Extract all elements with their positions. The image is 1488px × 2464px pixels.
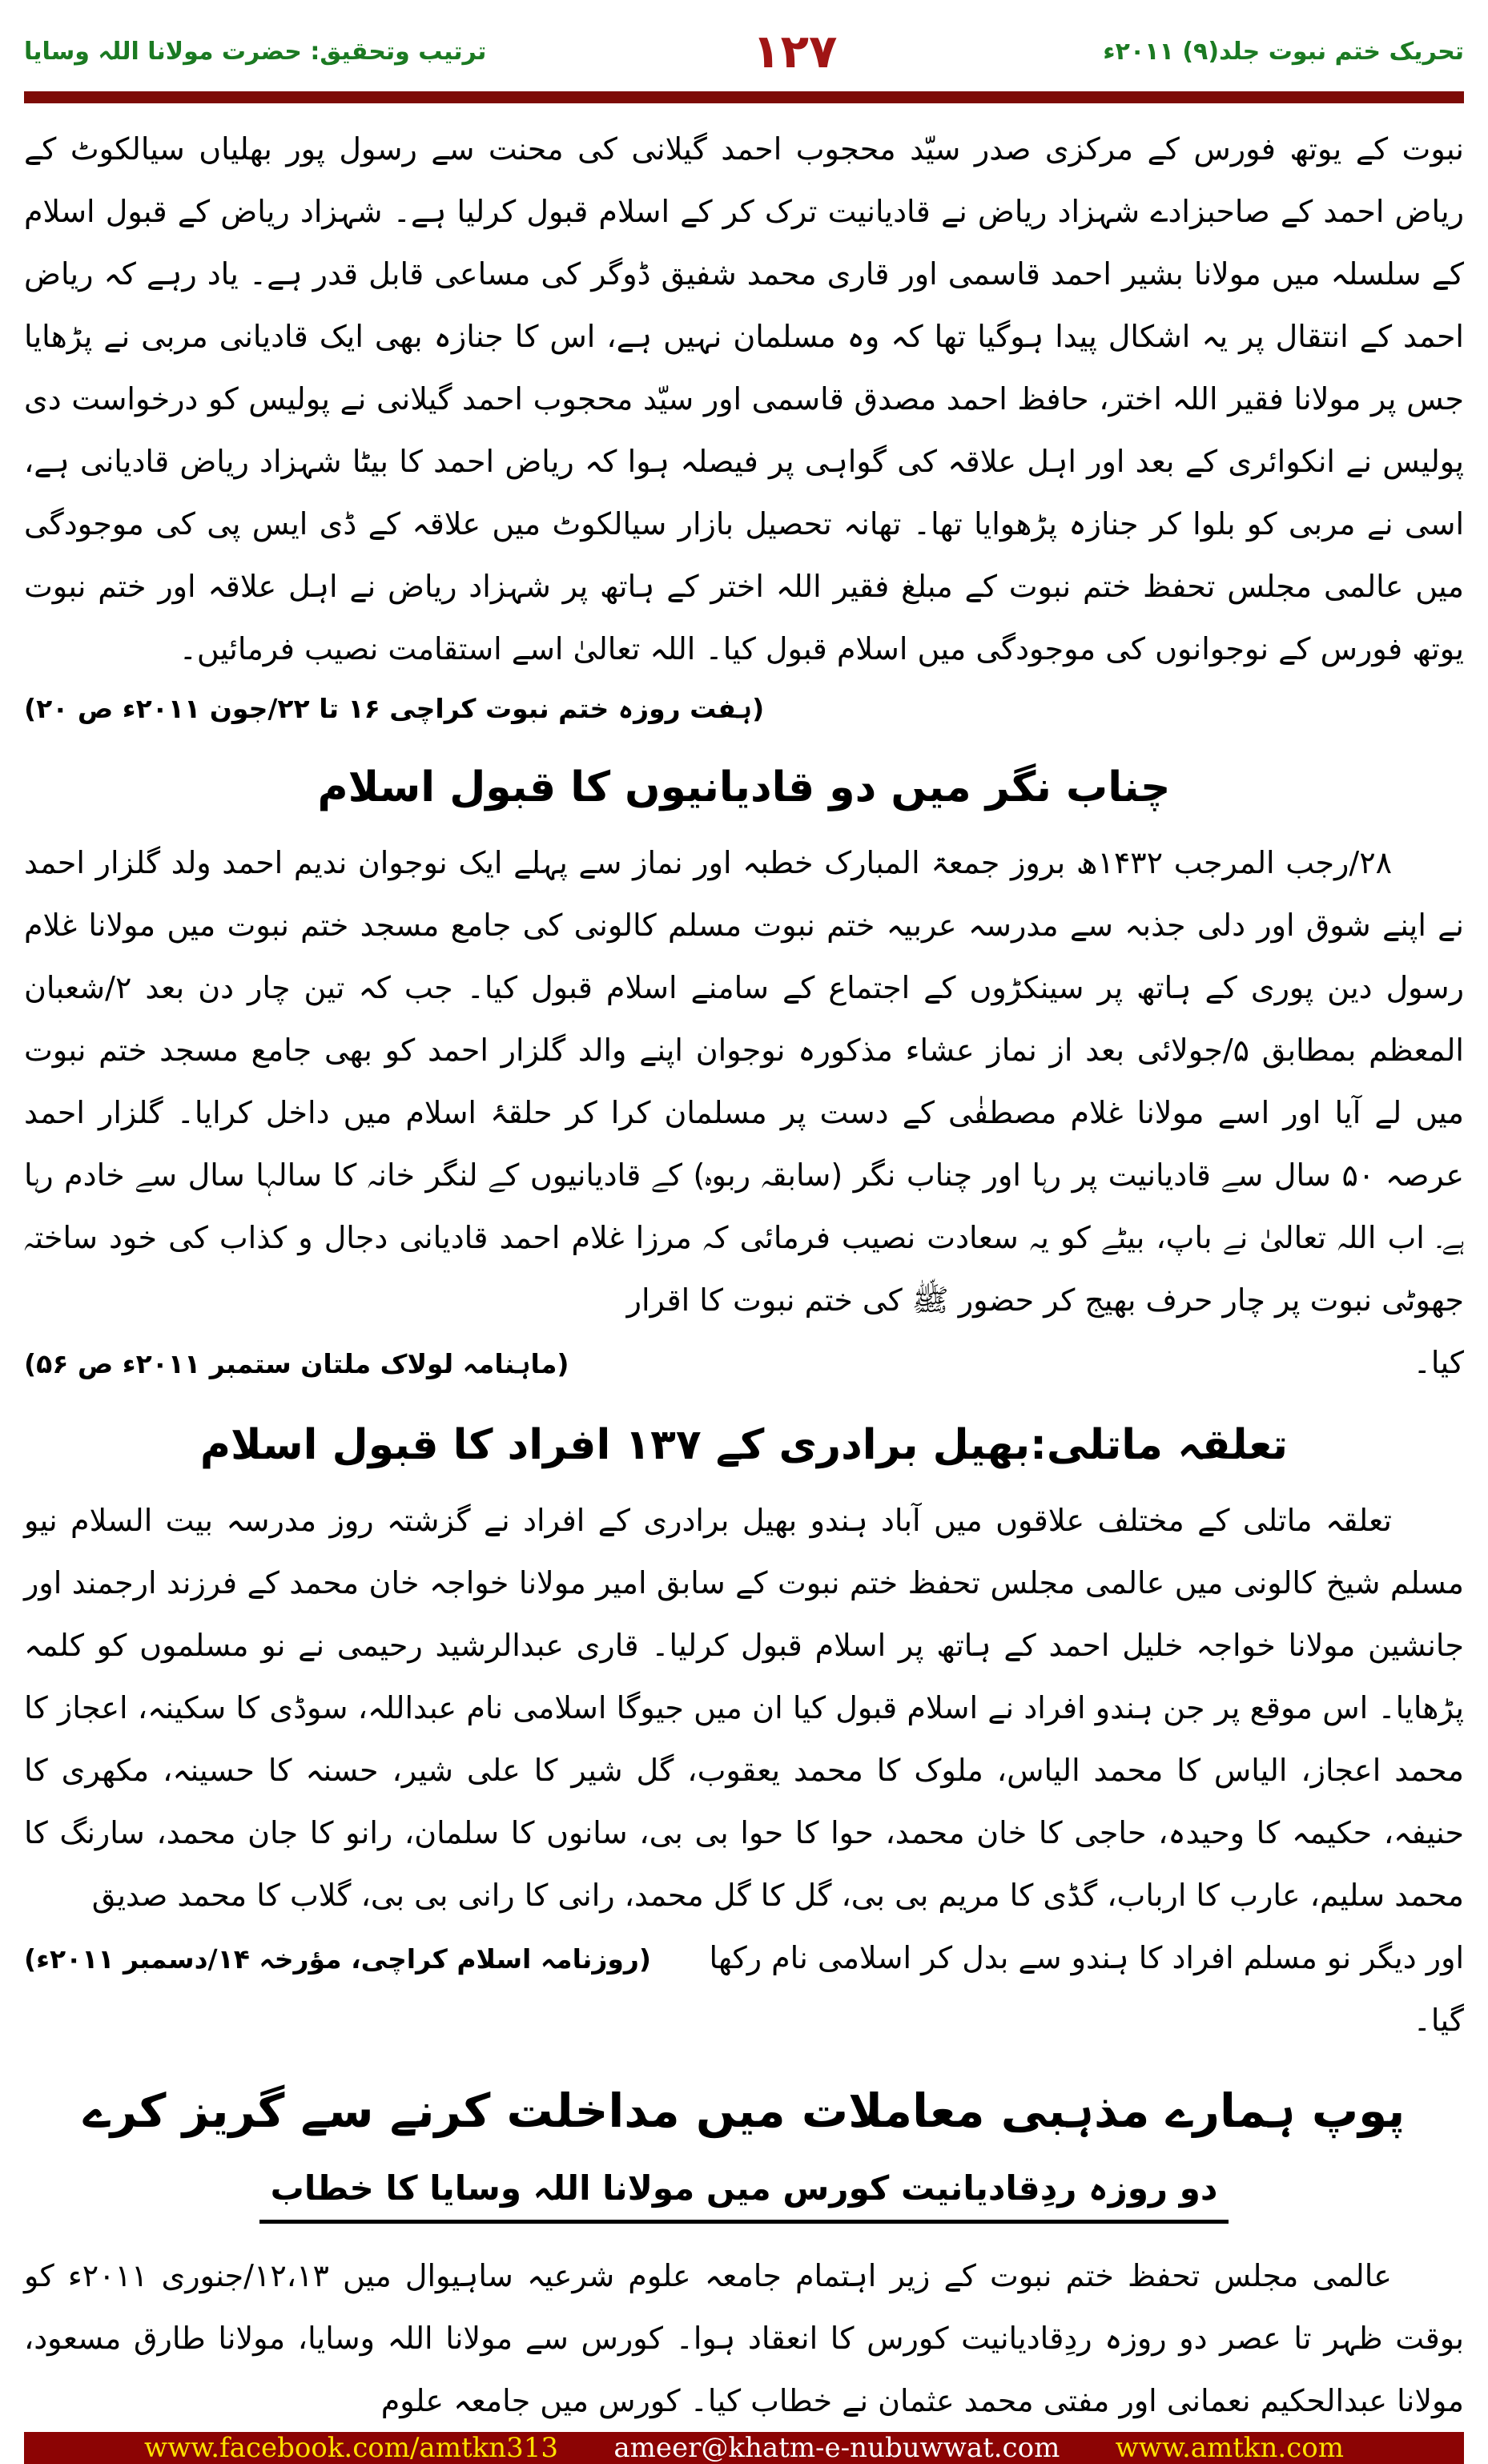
article2-body: ۲۸/رجب المرجب ۱۴۳۲ھ بروز جمعۃ المبارک خطبہ اور نماز سے پہلے ایک نوجوان ندیم احمد ولد گلزار احمد نے اپنے شوق اور دلی جذبہ سے مدرسہ عربیہ ختم نبوت مسلم کالونی کی جامع مسجد ختم نبوت میں مولانا غلام رسول دین پوری کے ہاتھ پر سینکڑوں کے اجتماع کے سامنے اسلام قبول کیا۔ جب کہ تین چار دن بعد ۲/شعبان المعظم بمطابق ۵/جولائی بعد از نماز عشاء مذکورہ نوجوان اپنے والد گلزار احمد کو بھی جامع مسجد ختم نبوت میں لے آیا اور اسے مولانا غلام مصطفٰی کے دست پر مسلمان کرا کر حلقۂ اسلام میں داخل کرایا۔ گلزار احمد عرصہ ۵۰ سال سے قادیانیت پر رہا اور چناب نگر (سابقہ ربوہ) کے قادیانیوں کے لنگر خانہ کا سالہا سال سے خادم رہا ہے۔ اب اللہ تعالیٰ نے باپ، بیٹے کو یہ سعادت نصیب فرمائی کہ مرزا غلام احمد قادیانی دجال و کذاب کی خود ساختہ جھوٹی نبوت پر چار حرف بھیج کر حضور ﷺ کی ختم نبوت کا اقرار [24, 844, 1464, 1318]
page-number: ۱۲۷ [752, 24, 838, 79]
article4-body: عالمی مجلس تحفظ ختم نبوت کے زیر اہتمام جامعہ علوم شرعیہ ساہیوال میں ۱۲،۱۳/جنوری ۲۰۱۱ء کو بوقت ظہر تا عصر دو روزہ ردِقادیانیت کورس کا انعقاد ہوا۔ کورس سے مولانا اللہ وسایا، مولانا طارق مسعود، مولانا عبدالحکیم نعمانی اور مفتی محمد عثمان نے خطاب کیا۔ کورس میں جامعہ علوم [24, 2257, 1464, 2418]
article3-heading: تعلقہ ماتلی:بھیل برادری کے ۱۳۷ افراد کا قبول اسلام [199, 1420, 1289, 1469]
footer-facebook-link[interactable]: www.facebook.com/amtkn313 [144, 2431, 559, 2464]
editor-credit: ترتیب وتحقیق: حضرت مولانا اللہ وسایا [24, 37, 487, 66]
header-divider [24, 91, 1464, 103]
article2-heading: چناب نگر میں دو قادیانیوں کا قبول اسلام [317, 763, 1171, 811]
article3-citation: (روزنامہ اسلام کراچی، مؤرخہ ۱۴/دسمبر ۲۰۱۱ء) [24, 1943, 651, 1975]
article3-ending: اور دیگر نو مسلم افراد کا ہندو سے بدل کر اسلامی نام رکھا گیا۔ [709, 1939, 1464, 2038]
article4-heading: پوپ ہمارے مذہبی معاملات میں مداخلت کرنے سے گریز کرے [82, 2083, 1406, 2138]
footer-bar [24, 2432, 1464, 2464]
article3-endline [24, 1927, 1464, 2051]
article3-body: تعلقہ ماتلی کے مختلف علاقوں میں آباد ہندو بھیل برادری کے افراد نے گزشتہ روز مدرسہ بیت السلام نیو مسلم شیخ کالونی میں عالمی مجلس تحفظ ختم نبوت کے سابق امیر مولانا خواجہ خان محمد کے فرزند ارجمند اور جانشین مولانا خواجہ خلیل احمد کے ہاتھ پر اسلام قبول کرلیا۔ قاری عبدالرشید رحیمی نے نو مسلموں کو کلمہ پڑھایا۔ اس موقع پر جن ہندو افراد نے اسلام قبول کیا ان میں جیوگا اسلامی نام عبداللہ، سوڈی کا سکینہ، اعجاز کا محمد اعجاز، الیاس کا محمد الیاس، ملوک کا محمد یعقوب، گل شیر کا علی شیر، حسنہ کا حسینہ، مکھری کا حنیفہ، حکیمہ کا وحیدہ، حاجی کا خان محمد، حوا کا حوا بی بی، سانوں کا سلمان، رانو کا جان محمد، سارنگ کا محمد سلیم، عارب کا ارباب، گڈی کا مریم بی بی، گل کا گل محمد، رانی کا رانی بی بی، گلاب کا محمد صدیق [24, 1502, 1464, 1913]
footer-website-link[interactable]: www.amtkn.com [1115, 2431, 1344, 2464]
volume-title: تحریک ختم نبوت جلد(۹) ۲۰۱۱ء [1103, 37, 1464, 66]
article4-subheading: دو روزہ ردِقادیانیت کورس میں مولانا اللہ وسایا کا خطاب [259, 2163, 1229, 2224]
footer-email-link[interactable]: ameer@khatm-e-nubuwwat.com [613, 2431, 1060, 2464]
article1-citation: (ہفت روزہ ختم نبوت کراچی ۱۶ تا ۲۲/جون ۲۰۱۱ء ص ۲۰) [24, 693, 765, 724]
page-header [24, 14, 1464, 88]
article2-ending: کیا۔ [1413, 1344, 1464, 1380]
article2-endline [24, 1331, 1464, 1395]
article1-body: نبوت کے یوتھ فورس کے مرکزی صدر سیّد محجوب احمد گیلانی کی محنت سے رسول پور بھلیاں سیالکوٹ کے ریاض احمد کے صاحبزادے شہزاد ریاض نے قادیانیت ترک کر کے اسلام قبول کرلیا ہے۔ شہزاد ریاض کے قبول اسلام کے سلسلہ میں مولانا بشیر احمد قاسمی اور قاری محمد شفیق ڈوگر کی مساعی قابل قدر ہے۔ یاد رہے کہ ریاض احمد کے انتقال پر یہ اشکال پیدا ہوگیا تھا کہ وہ مسلمان نہیں ہے، اس کا جنازہ بھی ایک قادیانی مربی نے پڑھایا جس پر مولانا فقیر اللہ اختر، حافظ احمد مصدق قاسمی اور سیّد محجوب احمد گیلانی نے پولیس کو درخواست دی پولیس نے انکوائری کے بعد اور اہل علاقہ کی گواہی پر فیصلہ ہوا کہ ریاض احمد کا بیٹا شہزاد ریاض قادیانی ہے، اسی نے مربی کو بلوا کر جنازہ پڑھوایا تھا۔ تھانہ تحصیل بازار سیالکوٹ میں علاقہ کے ڈی ایس پی کی موجودگی میں عالمی مجلس تحفظ ختم نبوت کے مبلغ فقیر اللہ اختر کے ہاتھ پر شہزاد ریاض نے اہل علاقہ اور ختم نبوت یوتھ فورس کے نوجوانوں کی موجودگی میں اسلام قبول کیا۔ اللہ تعالیٰ اسے استقامت نصیب فرمائیں۔ [24, 131, 1464, 666]
article2-citation: (ماہنامہ لولاک ملتان ستمبر ۲۰۱۱ء ص ۵۶) [24, 1347, 569, 1379]
